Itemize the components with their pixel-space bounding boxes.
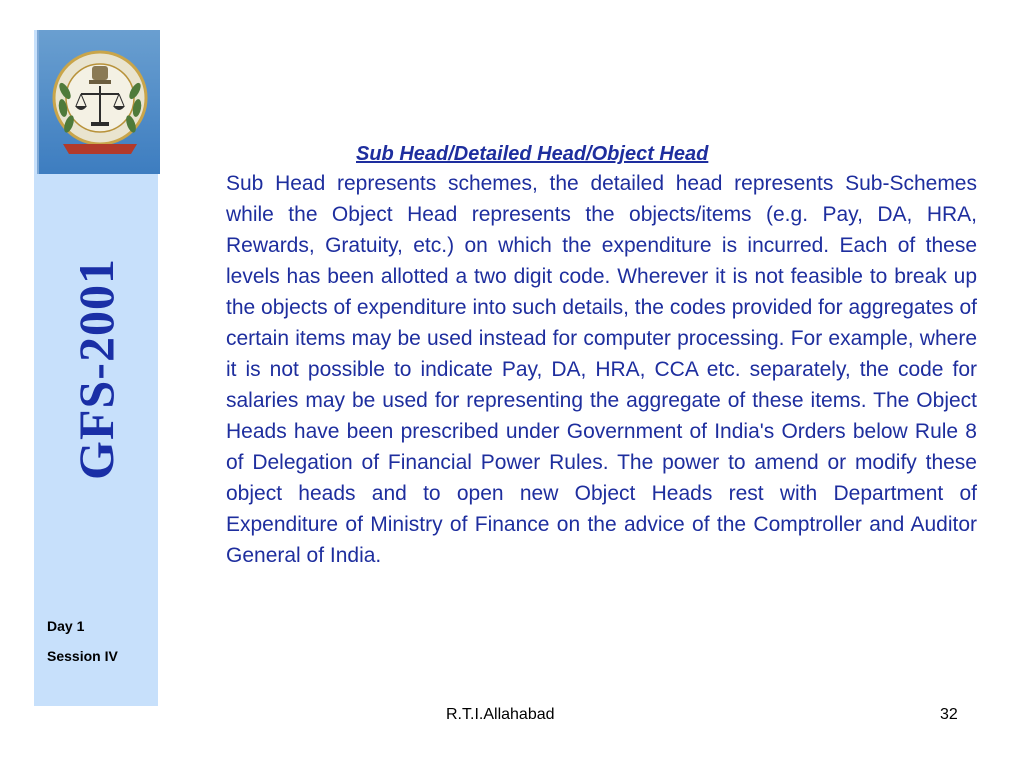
emblem-panel [37,30,160,174]
sidebar-title-container [34,174,158,564]
page-number: 32 [940,706,958,723]
slide-heading: Sub Head/Detailed Head/Object Head [356,143,709,165]
session-label: Session IV [47,648,118,664]
footer-organization: R.T.I.Allahabad [446,706,555,723]
slide-body: Sub Head represents schemes, the detailed head represents Sub-Schemes while the Object Head represents the objects/items (e.g. Pay, DA, HRA, Rewards, Gratuity, etc.) on which the expenditure is incurred. Each of these levels has been allotted a two digit code. Wherever it is not feasible to break up the objects of expenditure into such details, the codes provided for aggregates of certain items may be used instead for computer processing. For example, where it is not possible to indicate Pay, DA, HRA, CCA etc. separately, the code for salaries may be used for representing the aggregate of these items. The Object Heads have been prescribed under Government of India's Orders below Rule 8 of Delegation of Financial Power Rules. The power to amend or modify these object heads and to open new Object Heads rest with Department of Expenditure of Ministry of Finance on the advice of the Comptroller and Auditor General of India. [226,172,977,567]
sidebar-title: GFS-2001 [68,258,124,480]
audit-emblem-icon [43,36,157,168]
day-label: Day 1 [47,618,85,634]
